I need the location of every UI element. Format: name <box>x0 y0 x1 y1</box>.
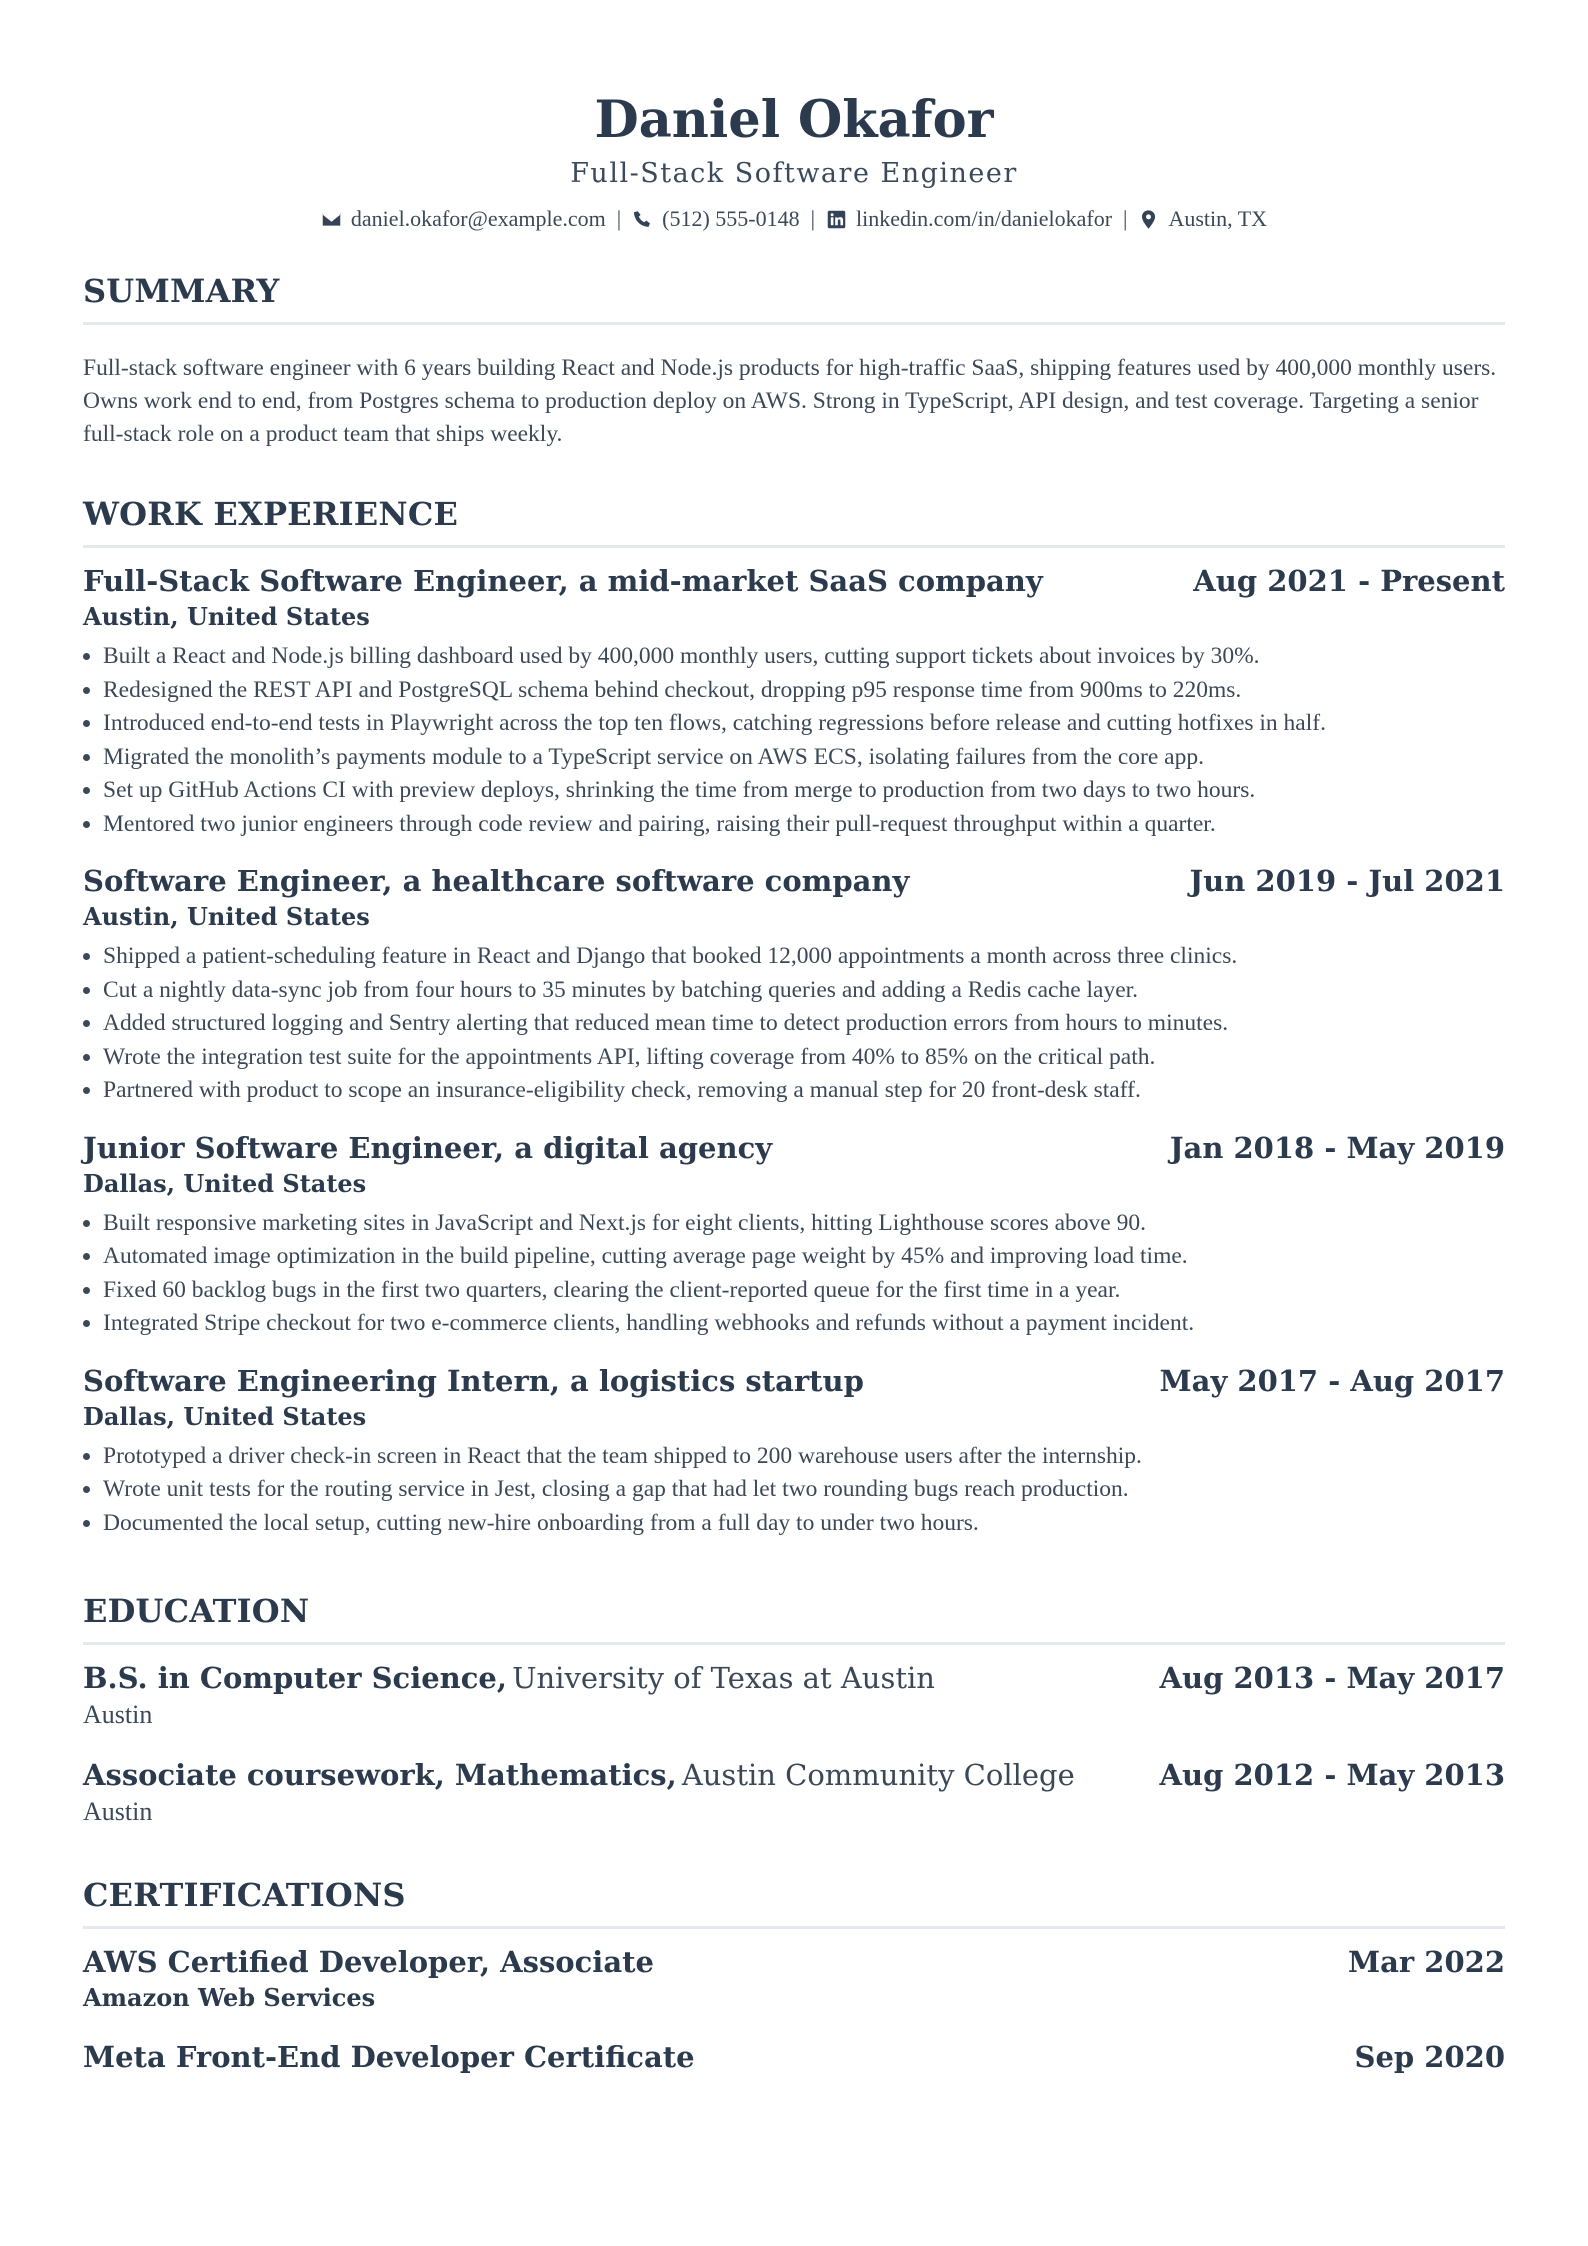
list-item: • Built responsive marketing sites in JavaScript and Next.js for eight clients, hitting Lighthouse scores above 90. <box>103 1207 1505 1241</box>
contact-line <box>83 204 1505 234</box>
job-title: Junior Software Engineer, a digital agency <box>83 1130 773 1165</box>
school: University of Texas at Austin <box>512 1661 935 1695</box>
contact-phone[interactable] <box>632 204 799 234</box>
job-dates: Jun 2019 - Jul 2021 <box>1189 864 1505 898</box>
list-item: • Wrote the integration test suite for the appointments API, lifting coverage from 40% to 85% on the critical path. <box>103 1041 1505 1075</box>
education-heading <box>83 1758 1075 1792</box>
list-item: • Documented the local setup, cutting new-hire onboarding from a full day to under two hours. <box>103 1507 1505 1541</box>
certification-name: AWS Certified Developer, Associate <box>83 1945 654 1979</box>
linkedin-text: linkedin.com/in/danielokafor <box>856 206 1113 231</box>
education-location: Austin <box>83 1700 153 1729</box>
degree: B.S. in Computer Science, <box>83 1661 507 1695</box>
job-dates: May 2017 - Aug 2017 <box>1159 1363 1505 1398</box>
summary-text: Full-stack software engineer with 6 years building React and Node.js products for high-traffic SaaS, shipping features used by 400,000 monthly users. Owns work end to end, from Postgres schema to production deploy on AWS. Strong in TypeScript, API design, and test coverage. Targeting a senior full-stack role on a product team that ships weekly. <box>83 355 1497 447</box>
certification-entry <box>83 1943 1505 2015</box>
job-dates: Jan 2018 - May 2019 <box>1169 1130 1505 1165</box>
candidate-role: Full-Stack Software Engineer <box>570 158 1018 189</box>
certification-entry <box>83 2038 1505 2076</box>
list-item: • Migrated the monolith’s payments module to a TypeScript service on AWS ECS, isolating failures from the core app. <box>103 741 1505 775</box>
certification-issuer: Amazon Web Services <box>83 1983 376 2012</box>
section-title: CERTIFICATIONS <box>83 1874 1505 1929</box>
list-item: • Shipped a patient-scheduling feature in React and Django that booked 12,000 appointments a month across three clinics. <box>103 940 1505 974</box>
list-item: • Cut a nightly data-sync job from four hours to 35 minutes by batching queries and adding a Redis cache layer. <box>103 974 1505 1008</box>
map-pin-icon <box>1138 209 1159 230</box>
education-entry <box>83 1756 1505 1830</box>
list-item: • Integrated Stripe checkout for two e-commerce clients, handling webhooks and refunds without a payment incident. <box>103 1307 1505 1341</box>
job-location: Austin, United States <box>83 902 370 931</box>
job-entry <box>83 1362 1505 1541</box>
list-item: • Built a React and Node.js billing dashboard used by 400,000 monthly users, cutting support tickets about invoices by 30%. <box>103 640 1505 674</box>
experience-section <box>83 493 1505 1540</box>
job-title: Software Engineer, a healthcare software company <box>83 864 910 898</box>
school: Austin Community College <box>681 1758 1075 1792</box>
candidate-name: Daniel Okafor <box>594 90 994 150</box>
contact-separator: | <box>616 206 622 231</box>
linkedin-icon <box>826 209 847 230</box>
section-title: WORK EXPERIENCE <box>83 493 1505 548</box>
contact-email[interactable] <box>321 204 606 234</box>
education-dates: Aug 2013 - May 2017 <box>1159 1661 1505 1695</box>
contact-location <box>1138 204 1267 234</box>
certification-date: Sep 2020 <box>1354 2040 1505 2074</box>
list-item: • Partnered with product to scope an insurance-eligibility check, removing a manual step for 20 front-desk staff. <box>103 1074 1505 1108</box>
job-entry <box>83 1129 1505 1341</box>
list-item: • Added structured logging and Sentry alerting that reduced mean time to detect production errors from hours to minutes. <box>103 1007 1505 1041</box>
job-title: Full-Stack Software Engineer, a mid-market SaaS company <box>83 564 1043 598</box>
contact-separator: | <box>1123 206 1128 231</box>
email-text: daniel.okafor@example.com <box>350 206 606 231</box>
list-item: • Fixed 60 backlog bugs in the first two quarters, clearing the client-reported queue for the first time in a year. <box>103 1274 1505 1308</box>
job-bullets <box>83 640 1505 841</box>
list-item: • Prototyped a driver check-in screen in React that the team shipped to 200 warehouse users after the internship. <box>103 1440 1505 1474</box>
location-text: Austin, TX <box>1168 206 1268 231</box>
resume-header <box>83 86 1505 234</box>
contact-separator: | <box>810 206 816 231</box>
certification-name: Meta Front-End Developer Certificate <box>83 2040 695 2074</box>
section-title: EDUCATION <box>83 1590 1505 1645</box>
job-bullets <box>83 1440 1505 1541</box>
education-dates: Aug 2012 - May 2013 <box>1159 1758 1505 1792</box>
job-entry <box>83 562 1505 841</box>
degree: Associate coursework, Mathematics, <box>83 1758 677 1792</box>
certifications-section <box>83 1874 1505 2076</box>
list-item: • Introduced end-to-end tests in Playwright across the top ten flows, catching regressions before release and cutting hotfixes in half. <box>103 707 1505 741</box>
job-dates: Aug 2021 - Present <box>1193 564 1505 598</box>
job-title: Software Engineering Intern, a logistics startup <box>83 1363 864 1398</box>
education-location: Austin <box>83 1797 153 1826</box>
education-entry <box>83 1659 1505 1733</box>
section-title: SUMMARY <box>83 270 1505 325</box>
list-item: • Set up GitHub Actions CI with preview deploys, shrinking the time from merge to production from two days to two hours. <box>103 774 1505 808</box>
job-location: Dallas, United States <box>83 1401 367 1431</box>
job-location: Austin, United States <box>83 602 370 631</box>
envelope-icon <box>321 209 342 230</box>
education-heading <box>83 1661 935 1695</box>
list-item: • Automated image optimization in the build pipeline, cutting average page weight by 45% and improving load time. <box>103 1240 1505 1274</box>
phone-icon <box>632 209 653 230</box>
list-item: • Wrote unit tests for the routing service in Jest, closing a gap that had let two rounding bugs reach production. <box>103 1473 1505 1507</box>
education-section <box>83 1590 1505 1830</box>
job-bullets <box>83 1207 1505 1341</box>
job-bullets <box>83 940 1505 1108</box>
certification-date: Mar 2022 <box>1348 1945 1505 1979</box>
phone-text: (512) 555-0148 <box>662 206 800 231</box>
summary-section <box>83 270 1505 451</box>
contact-linkedin[interactable] <box>826 204 1112 234</box>
list-item: • Redesigned the REST API and PostgreSQL schema behind checkout, dropping p95 response time from 900ms to 220ms. <box>103 674 1505 708</box>
job-entry <box>83 862 1505 1108</box>
job-location: Dallas, United States <box>83 1168 367 1198</box>
list-item: • Mentored two junior engineers through code review and pairing, raising their pull-request throughput within a quarter. <box>103 808 1505 842</box>
